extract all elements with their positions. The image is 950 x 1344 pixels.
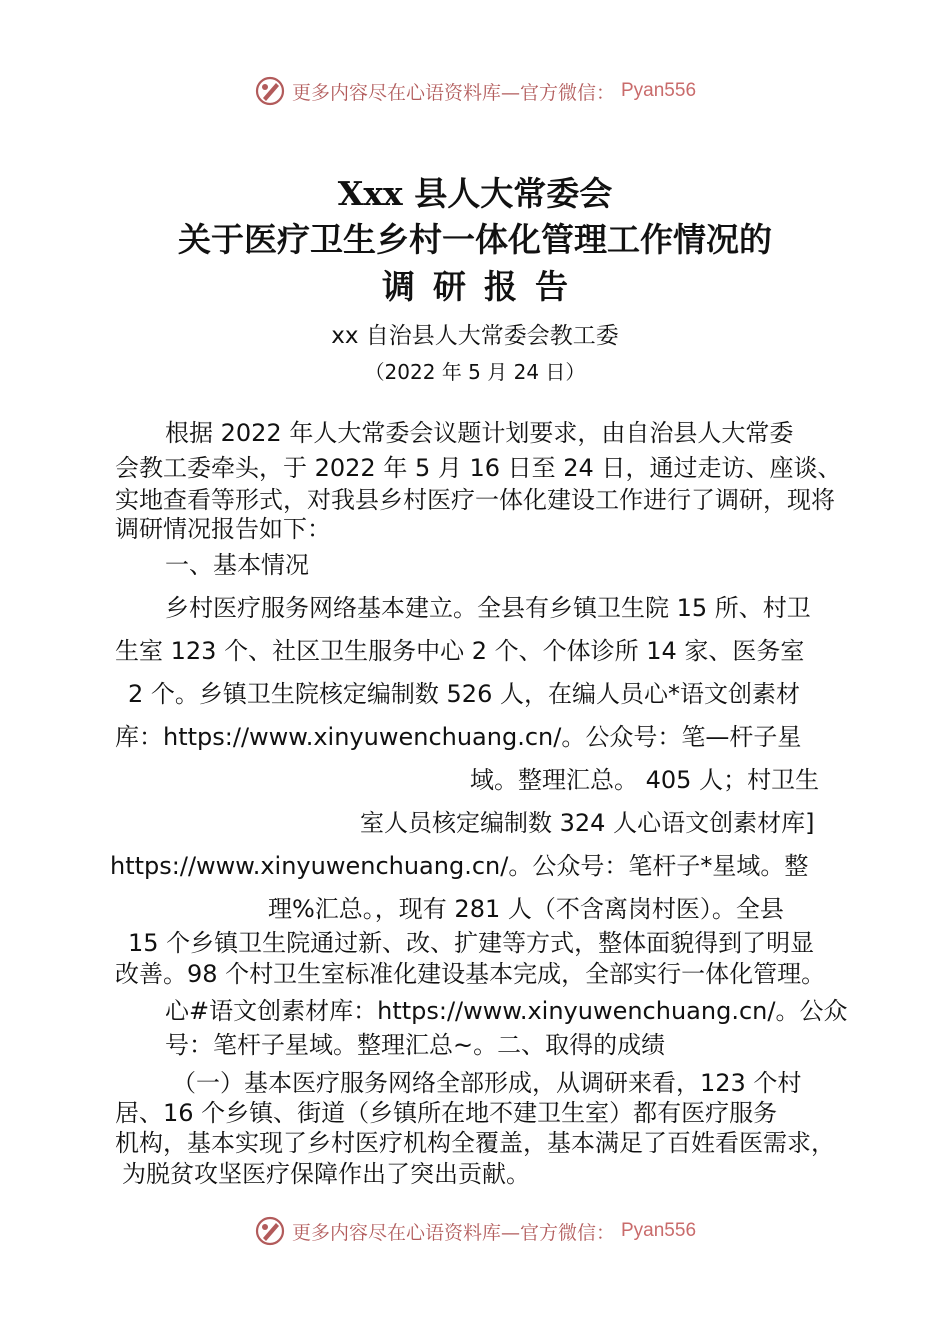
body-line: （一）基本医疗服务网络全部形成，从调研来看，123 个村 <box>172 1069 802 1097</box>
body-line: 乡村医疗服务网络基本建立。全县有乡镇卫生院 15 所、村卫 <box>165 594 811 622</box>
body-line: 理%汇总。，现有 281 人（不含离岗村医）。全县 <box>268 895 784 923</box>
author-line: xx 自治县人大常委会教工委 <box>331 323 619 349</box>
body-line: 为脱贫攻坚医疗保障作出了突出贡献。 <box>122 1160 530 1188</box>
body-line: https://www.xinyuwenchuang.cn/。公众号：笔杆子*星域。整 <box>110 852 809 880</box>
watermark-text: 更多内容尽在心语资料库—官方微信： <box>291 81 615 104</box>
pen-seal-icon <box>254 1215 286 1247</box>
body-line: 2 个。乡镇卫生院核定编制数 526 人，在编人员心*语文创素材 <box>128 680 800 708</box>
body-line: 生室 123 个、社区卫生服务中心 2 个、个体诊所 14 家、医务室 <box>115 637 805 665</box>
body-line: 机构，基本实现了乡村医疗机构全覆盖，基本满足了百姓看医需求， <box>115 1129 835 1157</box>
title-line-1: Xxx 县人大常委会 <box>337 174 613 213</box>
body-line: 改善。98 个村卫生室标准化建设基本完成，全部实行一体化管理。 <box>115 960 826 988</box>
section-heading-inline: 号：笔杆子星域。整理汇总~。二、取得的成绩 <box>165 1031 666 1059</box>
pen-seal-icon <box>254 75 286 107</box>
section-heading: 一、基本情况 <box>165 551 309 579</box>
watermark-wechat-id: Pyan556 <box>621 80 697 101</box>
body-line: 库：https://www.xinyuwenchuang.cn/。公众号：笔—杆子星 <box>115 723 802 751</box>
body-line: 调研情况报告如下： <box>115 515 331 543</box>
body-line: 心#语文创素材库：https://www.xinyuwenchuang.cn/。公众 <box>165 997 848 1025</box>
watermark-wechat-id: Pyan556 <box>621 1220 697 1241</box>
title-line-2: 关于医疗卫生乡村一体化管理工作情况的 <box>178 220 772 259</box>
body-line: 实地查看等形式，对我县乡村医疗一体化建设工作进行了调研，现将 <box>115 486 835 514</box>
body-line: 15 个乡镇卫生院通过新、改、扩建等方式，整体面貌得到了明显 <box>128 929 815 957</box>
body-line: 居、16 个乡镇、街道（乡镇所在地不建卫生室）都有医疗服务 <box>115 1099 778 1127</box>
watermark-header <box>0 75 950 107</box>
watermark-footer <box>0 1215 950 1247</box>
date-line: （2022 年 5 月 24 日） <box>364 360 586 384</box>
body-line: 域。整理汇总。 405 人；村卫生 <box>470 766 820 794</box>
title-line-3: 调研报告 <box>382 267 586 306</box>
body-line: 会教工委牵头，于 2022 年 5 月 16 日至 24 日，通过走访、座谈、 <box>115 454 842 482</box>
watermark-text: 更多内容尽在心语资料库—官方微信： <box>291 1221 615 1244</box>
body-line: 根据 2022 年人大常委会议题计划要求，由自治县人大常委 <box>165 419 794 447</box>
body-line: 室人员核定编制数 324 人心语文创素材库] <box>360 809 815 837</box>
